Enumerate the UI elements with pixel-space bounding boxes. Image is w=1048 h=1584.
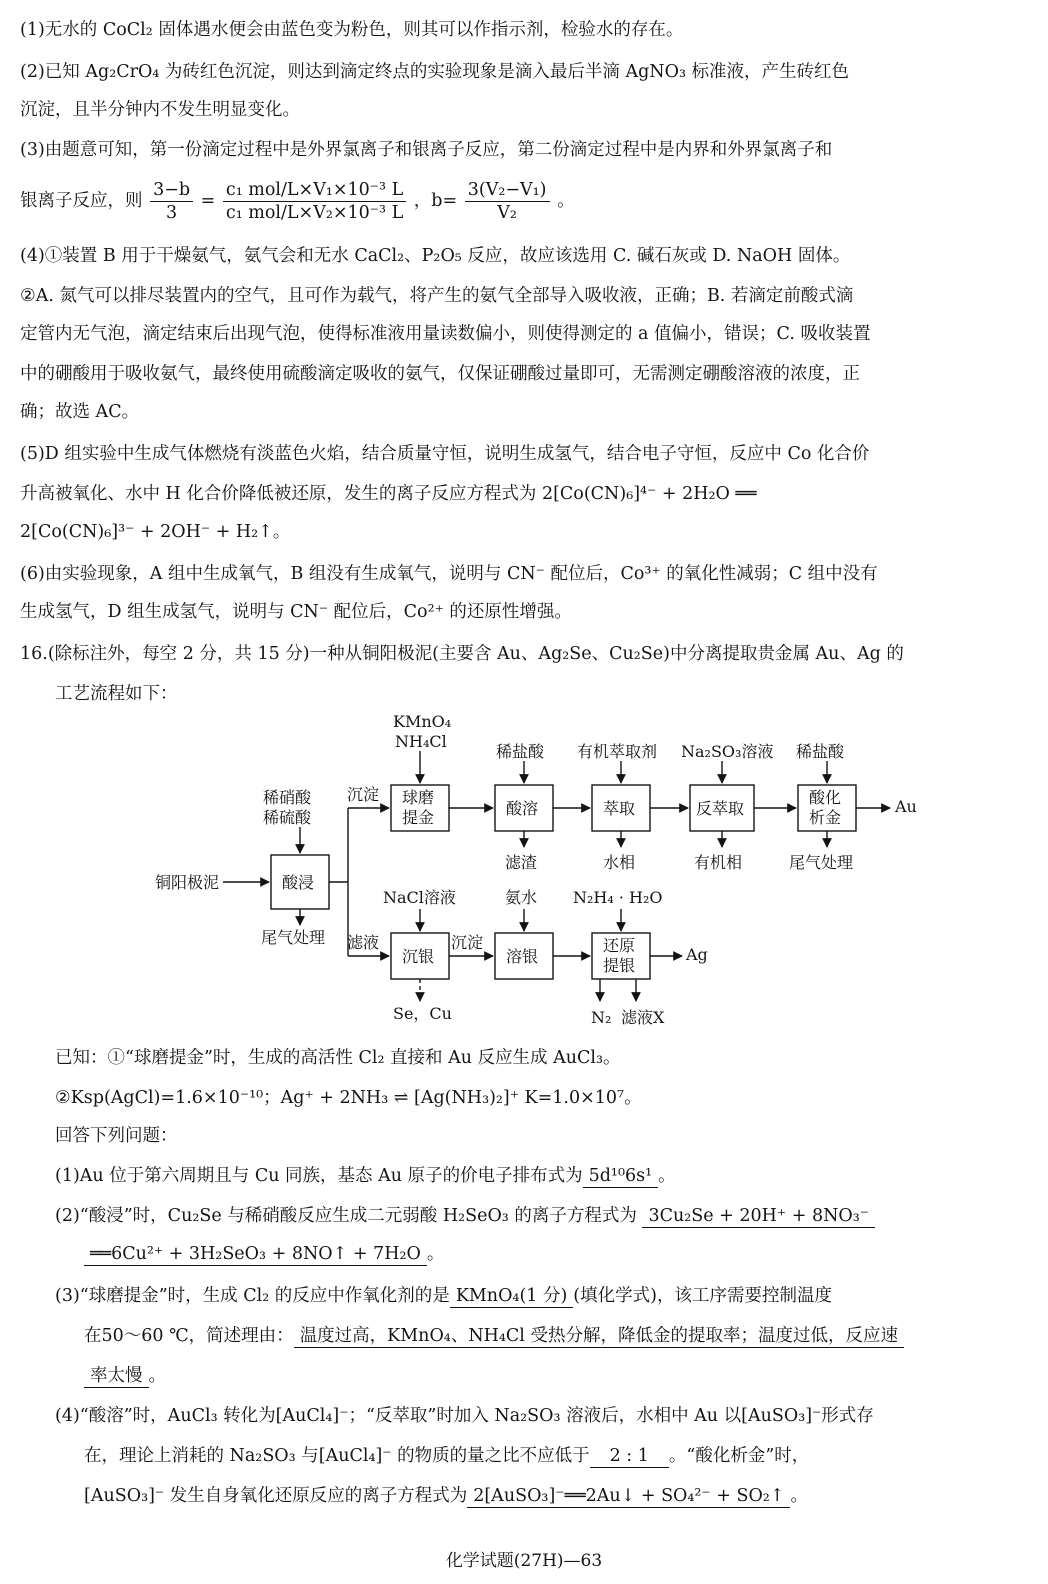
question-text: 在50～60 ℃，简述理由： [84,1326,294,1346]
fraction-denominator: c₁ mol/L×V₂×10⁻³ L [225,203,404,223]
question-text: 。“酸化析金”时， [668,1446,810,1466]
text-line: 生成氢气，D 组生成氢气，说明与 CN⁻ 配位后，Co²⁺ 的还原性增强。 [20,602,572,622]
label-na2so3: Na₂SO₃溶液 [681,742,774,761]
answer-blank: 温度过高，KMnO₄、NH₄Cl 受热分解，降低金的提取率；温度过低，反应速 [294,1325,904,1348]
question-text: (填化学式)，该工序需要控制温度 [573,1286,832,1306]
label-residue: 滤渣 [505,853,538,872]
text-line: ②A. 氮气可以排尽装置内的空气，且可作为载气，将产生的氨气全部导入吸收液，正确；B. 若滴定前酸式滴 [20,286,854,306]
label-back-extraction: 反萃取 [696,799,745,818]
answer-blank: 3Cu₂Se + 20H⁺ + 8NO₃⁻ [642,1205,875,1228]
label-nacl: NaCl溶液 [383,888,456,907]
label-acid-leach: 酸浸 [282,873,315,892]
question-2-cont [84,1242,444,1266]
question-3 [55,1284,832,1308]
label-precip-ag: 沉银 [402,947,435,966]
question-text: (3)“球磨提金”时，生成 Cl₂ 的反应中作氧化剂的是 [55,1286,450,1306]
label-reduce: 提银 [603,956,636,975]
text-line: 定管内无气泡，滴定结束后出现气泡，使得标准液用量读数偏小，则使得测定的 a 值偏小，错误；C. 吸收装置 [20,324,871,344]
label-tail-gas: 尾气处理 [789,853,854,872]
text-line: (3)由题意可知，第一份滴定过程中是外界氯离子和银离子反应，第二份滴定过程中是内界和外界氯离子和 [20,140,833,160]
label-acidify: 析金 [809,808,842,827]
page-footer: 化学试题(27H)—63 [445,1551,603,1571]
label-acid-in: 稀硝酸 [263,788,312,807]
text-line: 工艺流程如下： [55,684,178,704]
text-line: (6)由实验现象，A 组中生成氧气，B 组没有生成氧气，说明与 CN⁻ 配位后，Co³⁺ 的氧化性减弱；C 组中没有 [20,564,878,584]
question-text: (2)“酸浸”时，Cu₂Se 与稀硝酸反应生成二元弱酸 H₂SeO₃ 的离子方程式为 [55,1206,637,1226]
question-text: 。 [790,1486,808,1506]
text-line: 沉淀，且半分钟内不发生明显变化。 [20,100,300,120]
text-line: 已知：①“球磨提金”时，生成的高活性 Cl₂ 直接和 Au 反应生成 AuCl₃。 [55,1048,621,1068]
label-extraction: 萃取 [603,799,636,818]
question-4: (4)“酸溶”时，AuCl₃ 转化为[AuCl₄]⁻；“反萃取”时加入 Na₂SO₃ 溶液后，水相中 Au 以[AuSO₃]⁻形式存 [55,1406,874,1426]
label-hcl: 稀盐酸 [796,742,845,761]
label-organic-extractant: 有机萃取剂 [577,742,658,761]
label-tail-gas: 尾气处理 [261,928,326,947]
label-n2: N₂ [591,1008,612,1027]
text-line: 回答下列问题： [55,1126,178,1146]
answer-blank: 2[AuSO₃]⁻══2Au↓ + SO₄²⁻ + SO₂↑ [467,1485,790,1508]
text-line: 确；故选 AC。 [20,402,140,422]
text-line: (1)无水的 CoCl₂ 固体遇水便会由蓝色变为粉色，则其可以作指示剂，检验水的存在。 [20,20,684,40]
question-4-cont [84,1484,808,1508]
fraction-numerator: 3−b [150,179,193,202]
fraction-denominator: V₂ [497,203,517,223]
label-dissolve-ag: 溶银 [506,947,539,966]
label-ag: Ag [686,945,708,964]
label-acid-in: 稀硫酸 [263,808,312,827]
process-flow-diagram [145,705,925,1035]
formula-suffix: 。 [557,191,575,211]
text-line: ②Ksp(AgCl)=1.6×10⁻¹⁰；Ag⁺ + 2NH₃ ⇌ [Ag(NH₃)₂]⁺ K=1.0×10⁷。 [55,1088,642,1108]
equals-sign: = [200,191,216,211]
fraction-denominator: 3 [166,203,178,223]
text-line: (2)已知 Ag₂CrO₄ 为砖红色沉淀，则达到滴定终点的实验现象是滴入最后半滴 AgNO₃ 标准液，产生砖红色 [20,62,850,82]
question-1 [55,1164,676,1188]
label-water-phase: 水相 [603,853,636,872]
fraction-3 [465,179,550,224]
question-text: 在，理论上消耗的 Na₂SO₃ 与[AuCl₄]⁻ 的物质的量之比不应低于 [84,1446,590,1466]
label-organic-phase: 有机相 [694,853,743,872]
formula-prefix: 银离子反应，则 [20,191,143,211]
label-nh4cl: NH₄Cl [395,732,447,751]
label-acidify: 酸化 [809,788,842,807]
question-4-cont [84,1444,809,1468]
label-au: Au [895,797,917,816]
text-line: 升高被氧化、水中 H 化合价降低被还原，发生的离子反应方程式为 2[Co(CN)₆]⁴⁻ + 2H₂O ══ [20,484,757,504]
label-acid-dissolve: 酸溶 [506,799,539,818]
text-line: 2[Co(CN)₆]³⁻ + 2OH⁻ + H₂↑。 [20,522,291,542]
text-line: (4)①装置 B 用于干燥氨气，氨气会和无水 CaCl₂、P₂O₅ 反应，故应该选用 C. 碱石灰或 D. NaOH 固体。 [20,246,851,266]
text-line: (5)D 组实验中生成气体燃烧有淡蓝色火焰，结合质量守恒，说明生成氢气，结合电子守恒，反应中 Co 化合价 [20,444,870,464]
label-ammonia: 氨水 [505,888,538,907]
label-se-cu: Se，Cu [393,1004,452,1023]
label-reduce: 还原 [603,936,636,955]
answer-blank: KMnO₄(1 分) [450,1285,573,1308]
label-precipitate: 沉淀 [451,933,484,952]
question-text: 。 [658,1166,676,1186]
formula-middle: ，b= [413,191,458,211]
answer-blank: ══6Cu²⁺ + 3H₂SeO₃ + 8NO↑ + 7H₂O [84,1243,427,1266]
question-3-cont [84,1364,166,1388]
fraction-numerator: 3(V₂−V₁) [465,179,550,202]
label-ball-mill: 提金 [402,808,435,827]
label-ball-mill: 球磨 [402,788,435,807]
question-text: [AuSO₃]⁻ 发生自身氧化还原反应的离子方程式为 [84,1486,468,1506]
answer-blank: 2 : 1 [590,1445,669,1468]
question-text: (1)Au 位于第六周期且与 Cu 同族，基态 Au 原子的价电子排布式为 [55,1166,583,1186]
fraction-1 [150,179,193,224]
question-heading: 16.(除标注外，每空 2 分，共 15 分)一种从铜阳极泥(主要含 Au、Ag₂Se、Cu₂Se)中分离提取贵金属 Au、Ag 的 [20,644,904,664]
label-n2h4: N₂H₄ · H₂O [573,888,663,907]
label-filtrate: 滤液 [347,933,380,952]
text-line: 中的硼酸用于吸收氨气，最终使用硫酸滴定吸收的氨气，仅保证硼酸过量即可，无需测定硼酸溶液的浓度，正 [20,364,860,384]
question-2 [55,1204,875,1228]
label-start: 铜阳极泥 [155,873,220,892]
label-kmno4: KMnO₄ [393,712,452,731]
fraction-numerator: c₁ mol/L×V₁×10⁻³ L [223,179,406,202]
fraction-2 [223,179,406,224]
label-filtrate-x: 滤液X [621,1008,665,1027]
answer-blank: 率太慢 [84,1365,149,1388]
label-hcl: 稀盐酸 [496,742,545,761]
formula-line [20,178,575,224]
label-precipitate: 沉淀 [347,785,380,804]
answer-blank: 5d¹⁰6s¹ [583,1165,659,1188]
question-3-cont [84,1324,904,1348]
question-text: 。 [426,1244,445,1264]
question-text: 。 [148,1366,166,1386]
